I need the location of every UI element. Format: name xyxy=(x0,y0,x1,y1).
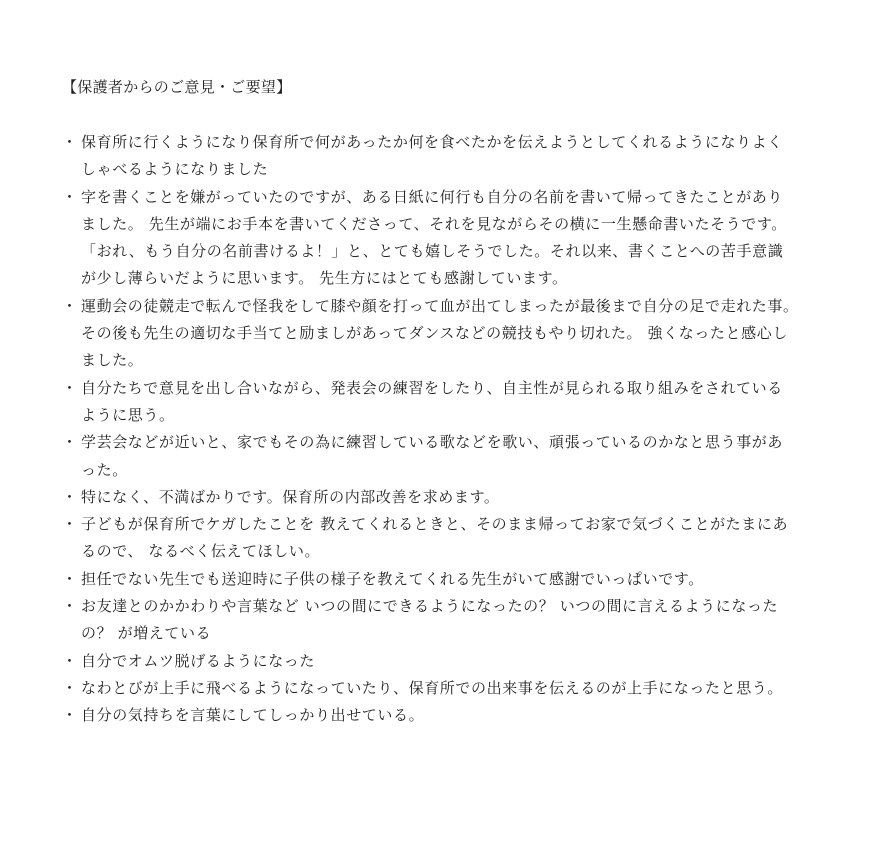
bullet-icon: ・ xyxy=(62,597,78,616)
comment-item xyxy=(62,129,822,184)
comment-line: 保育所に行くようになり保育所で何があったか何を食べたかを伝えようとしてくれるようになりよく xyxy=(81,133,783,151)
comment-line: った。 xyxy=(81,460,128,479)
comment-line: なわとびが上手に飛べるようになっていたり、保育所での出来事を伝えるのが上手になったと思う。 xyxy=(81,678,784,697)
bullet-icon: ・ xyxy=(62,378,78,397)
bullet-icon: ・ xyxy=(62,133,78,151)
comment-line: お友達とのかかわりや言葉など いつの間にできるようになったの？ いつの間に言えるようになった xyxy=(81,597,779,616)
comment-line: ように思う。 xyxy=(81,405,175,424)
comment-line: 担任でない先生でも送迎時に子供の様子を教えてくれる先生がいて感謝でいっぱいです。 xyxy=(81,569,704,588)
comment-item xyxy=(62,566,822,593)
comment-item xyxy=(62,375,822,430)
comment-list xyxy=(62,129,822,730)
comment-item xyxy=(62,184,822,293)
comment-line: るので、 なるべく伝えてほしい。 xyxy=(81,542,321,561)
comment-item xyxy=(62,429,822,484)
comment-line: 運動会の徒競走で転んで怪我をして膝や顔を打って血が出てしまったが最後まで自分の足で走れた事。 xyxy=(81,296,799,315)
comment-line: ました。 xyxy=(81,351,144,370)
comment-item xyxy=(62,675,822,702)
comment-item xyxy=(62,648,822,675)
comment-line: 自分たちで意見を出し合いながら、発表会の練習をしたり、自主性が見られる取り組みをされている xyxy=(81,378,783,397)
comment-line: しゃべるようになりました xyxy=(81,160,269,179)
comment-item xyxy=(62,484,822,511)
comment-line: 学芸会などが近いと、家でもその為に練習している歌などを歌い、頑張っているのかなと思う事があ xyxy=(81,433,784,452)
document-title: 【保護者からのご意見・ご要望】 xyxy=(62,78,292,96)
comment-item xyxy=(62,293,822,375)
comment-item xyxy=(62,702,822,729)
bullet-icon: ・ xyxy=(62,678,78,697)
bullet-icon: ・ xyxy=(62,515,78,534)
bullet-icon: ・ xyxy=(62,296,78,315)
comment-line: 字を書くことを嫌がっていたのですが、ある日紙に何行も自分の名前を書いて帰ってきたことがあり xyxy=(81,187,784,206)
comment-item xyxy=(62,511,822,566)
comment-line: 自分でオムツ脱げるようになった xyxy=(81,651,316,670)
comment-line: 自分の気持ちを言葉にしてしっかり出せている。 xyxy=(81,706,425,725)
bullet-icon: ・ xyxy=(62,433,78,452)
bullet-icon: ・ xyxy=(62,651,78,670)
bullet-icon: ・ xyxy=(62,569,78,588)
comment-line: 「おれ、もう自分の名前書けるよ！」と、とても嬉しそうでした。それ以来、書くことへの苦手意識 xyxy=(81,242,784,261)
bullet-icon: ・ xyxy=(62,187,78,206)
comment-line: の？ が増えている xyxy=(81,624,212,643)
comment-line: その後も先生の適切な手当てと励ましがあってダンスなどの競技もやり切れた。 強くなったと感心し xyxy=(81,324,788,343)
comment-line: ました。 先生が端にお手本を書いてくださって、それを見ながらその横に一生懸命書いたそうです。 xyxy=(81,214,787,233)
bullet-icon: ・ xyxy=(62,487,78,506)
comment-line: 子どもが保育所でケガしたことを 教えてくれるときと、そのまま帰ってお家で気づくことがたまにあ xyxy=(81,515,789,534)
comment-line: 特になく、不満ばかりです。保育所の内部改善を求めます。 xyxy=(81,487,500,506)
comment-item xyxy=(62,593,822,648)
comment-line: が少し薄らいだように思います。 先生方にはとても感謝しています。 xyxy=(81,269,568,288)
bullet-icon: ・ xyxy=(62,706,78,725)
